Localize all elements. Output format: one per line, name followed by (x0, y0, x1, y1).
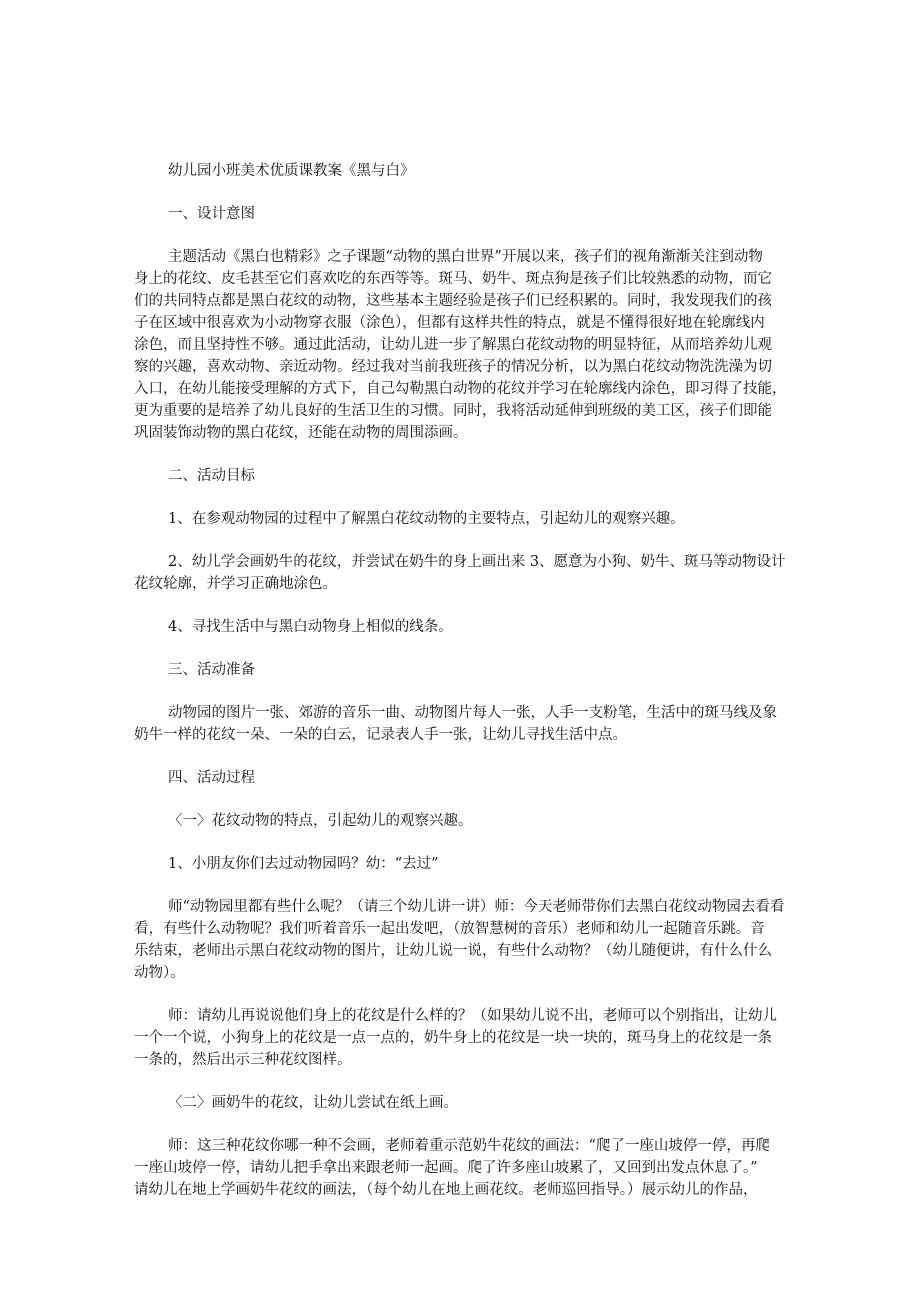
paragraph-line: 乐结束，老师出示黑白花纹动物的图片，让幼儿说一说，有些什么动物？（幼儿随便讲，有什么什么 (134, 943, 772, 959)
paragraph-line: 一座山坡停一停，请幼儿把手拿出来跟老师一起画。爬了许多座山坡累了，又回到出发点休息了。” (134, 1160, 758, 1176)
paragraph-line: 们的共同特点都是黑白花纹的动物，这些基本主题经验是孩子们已经积累的。同时，我发现我们的孩 (134, 293, 772, 309)
paragraph-line: 巩固装饰动物的黑白花纹，还能在动物的周围添画。 (134, 425, 468, 441)
paragraph-line: 1、小朋友你们去过动物园吗？幼：“去过” (168, 856, 439, 872)
section4-heading: 四、活动过程 (168, 770, 255, 786)
section1-heading: 一、设计意图 (168, 206, 255, 222)
section3-heading: 三、活动准备 (168, 662, 255, 678)
section2-heading: 二、活动目标 (168, 468, 255, 484)
document-title: 幼儿园小班美术优质课教案《黑与白》 (168, 163, 415, 179)
paragraph-line: 身上的花纹、皮毛甚至它们喜欢吃的东西等等。斑马、奶牛、斑点狗是孩子们比较熟悉的动物，而它 (134, 271, 772, 287)
paragraph-line: 入口，在幼儿能接受理解的方式下，自己勾勒黑白动物的花纹并学习在轮廓线内涂色，即习得了技能， (134, 381, 787, 397)
paragraph-line: 动物）。 (134, 965, 185, 981)
paragraph-line: 请幼儿在地上学画奶牛花纹的画法，（每个幼儿在地上画花纹。老师巡回指导。）展示幼儿的作品， (134, 1182, 758, 1198)
subsection-heading: 〈二〉画奶牛的花纹，让幼儿尝试在纸上画。 (168, 1095, 458, 1111)
paragraph-line: 一个一个说，小狗身上的花纹是一点一点的，奶牛身上的花纹是一块一块的，斑马身上的花纹是一条 (134, 1030, 772, 1046)
subsection-heading: 〈一〉花纹动物的特点，引起幼儿的观察兴趣。 (168, 813, 473, 829)
goal-item: 4、寻找生活中与黑白动物身上相似的线条。 (168, 619, 453, 635)
paragraph-line: 子在区域中很喜欢为小动物穿衣服（涂色），但都有这样共性的特点，就是不懂得很好地在轮廓线内 (134, 315, 765, 331)
paragraph-line: 察的兴趣，喜欢动物、亲近动物。经过我对当前我班孩子的情况分析，以为黑白花纹动物洗洗澡为切 (134, 359, 772, 375)
paragraph-line: 更为重要的是培养了幼儿良好的生活卫生的习惯。同时，我将活动延伸到班级的美工区，孩子们即能 (134, 403, 772, 419)
paragraph-line: 奶牛一样的花纹一朵、一朵的白云，记录表人手一张，让幼儿寻找生活中点。 (134, 727, 627, 743)
paragraph-line: 涂色，而且坚持性不够。通过此活动，让幼儿进一步了解黑白花纹动物的明显特征，从而培养幼儿观 (134, 337, 772, 353)
paragraph-line: 师：这三种花纹你哪一种不会画，老师着重示范奶牛花纹的画法：“爬了一座山坡停一停，再爬 (168, 1138, 770, 1154)
paragraph-line: 主题活动《黑白也精彩》之子课题“动物的黑白世界”开展以来，孩子们的视角渐渐关注到动物 (168, 249, 763, 265)
paragraph-line: 看，有些什么动物呢？我们听着音乐一起出发吧，（放智慧树的音乐）老师和幼儿一起随音乐跳。音 (134, 921, 765, 937)
goal-item: 2、幼儿学会画奶牛的花纹，并尝试在奶牛的身上画出来 3、愿意为小狗、奶牛、斑马等动物设计 (168, 554, 786, 570)
goal-item: 1、在参观动物园的过程中了解黑白花纹动物的主要特点，引起幼儿的观察兴趣。 (168, 511, 685, 527)
paragraph-line: 动物园的图片一张、郊游的音乐一曲、动物图片每人一张，人手一支粉笔，生活中的斑马线及象 (168, 705, 777, 721)
paragraph-line: 师“动物园里都有些什么呢？（请三个幼儿讲一讲）师：今天老师带你们去黑白花纹动物园去看看 (168, 899, 785, 915)
paragraph-line: 一条的，然后出示三种花纹图样。 (134, 1052, 352, 1068)
goal-item: 花纹轮廓，并学习正确地涂色。 (134, 576, 337, 592)
paragraph-line: 师：请幼儿再说说他们身上的花纹是什么样的？（如果幼儿说不出，老师可以个别指出，让幼儿 (168, 1008, 777, 1024)
